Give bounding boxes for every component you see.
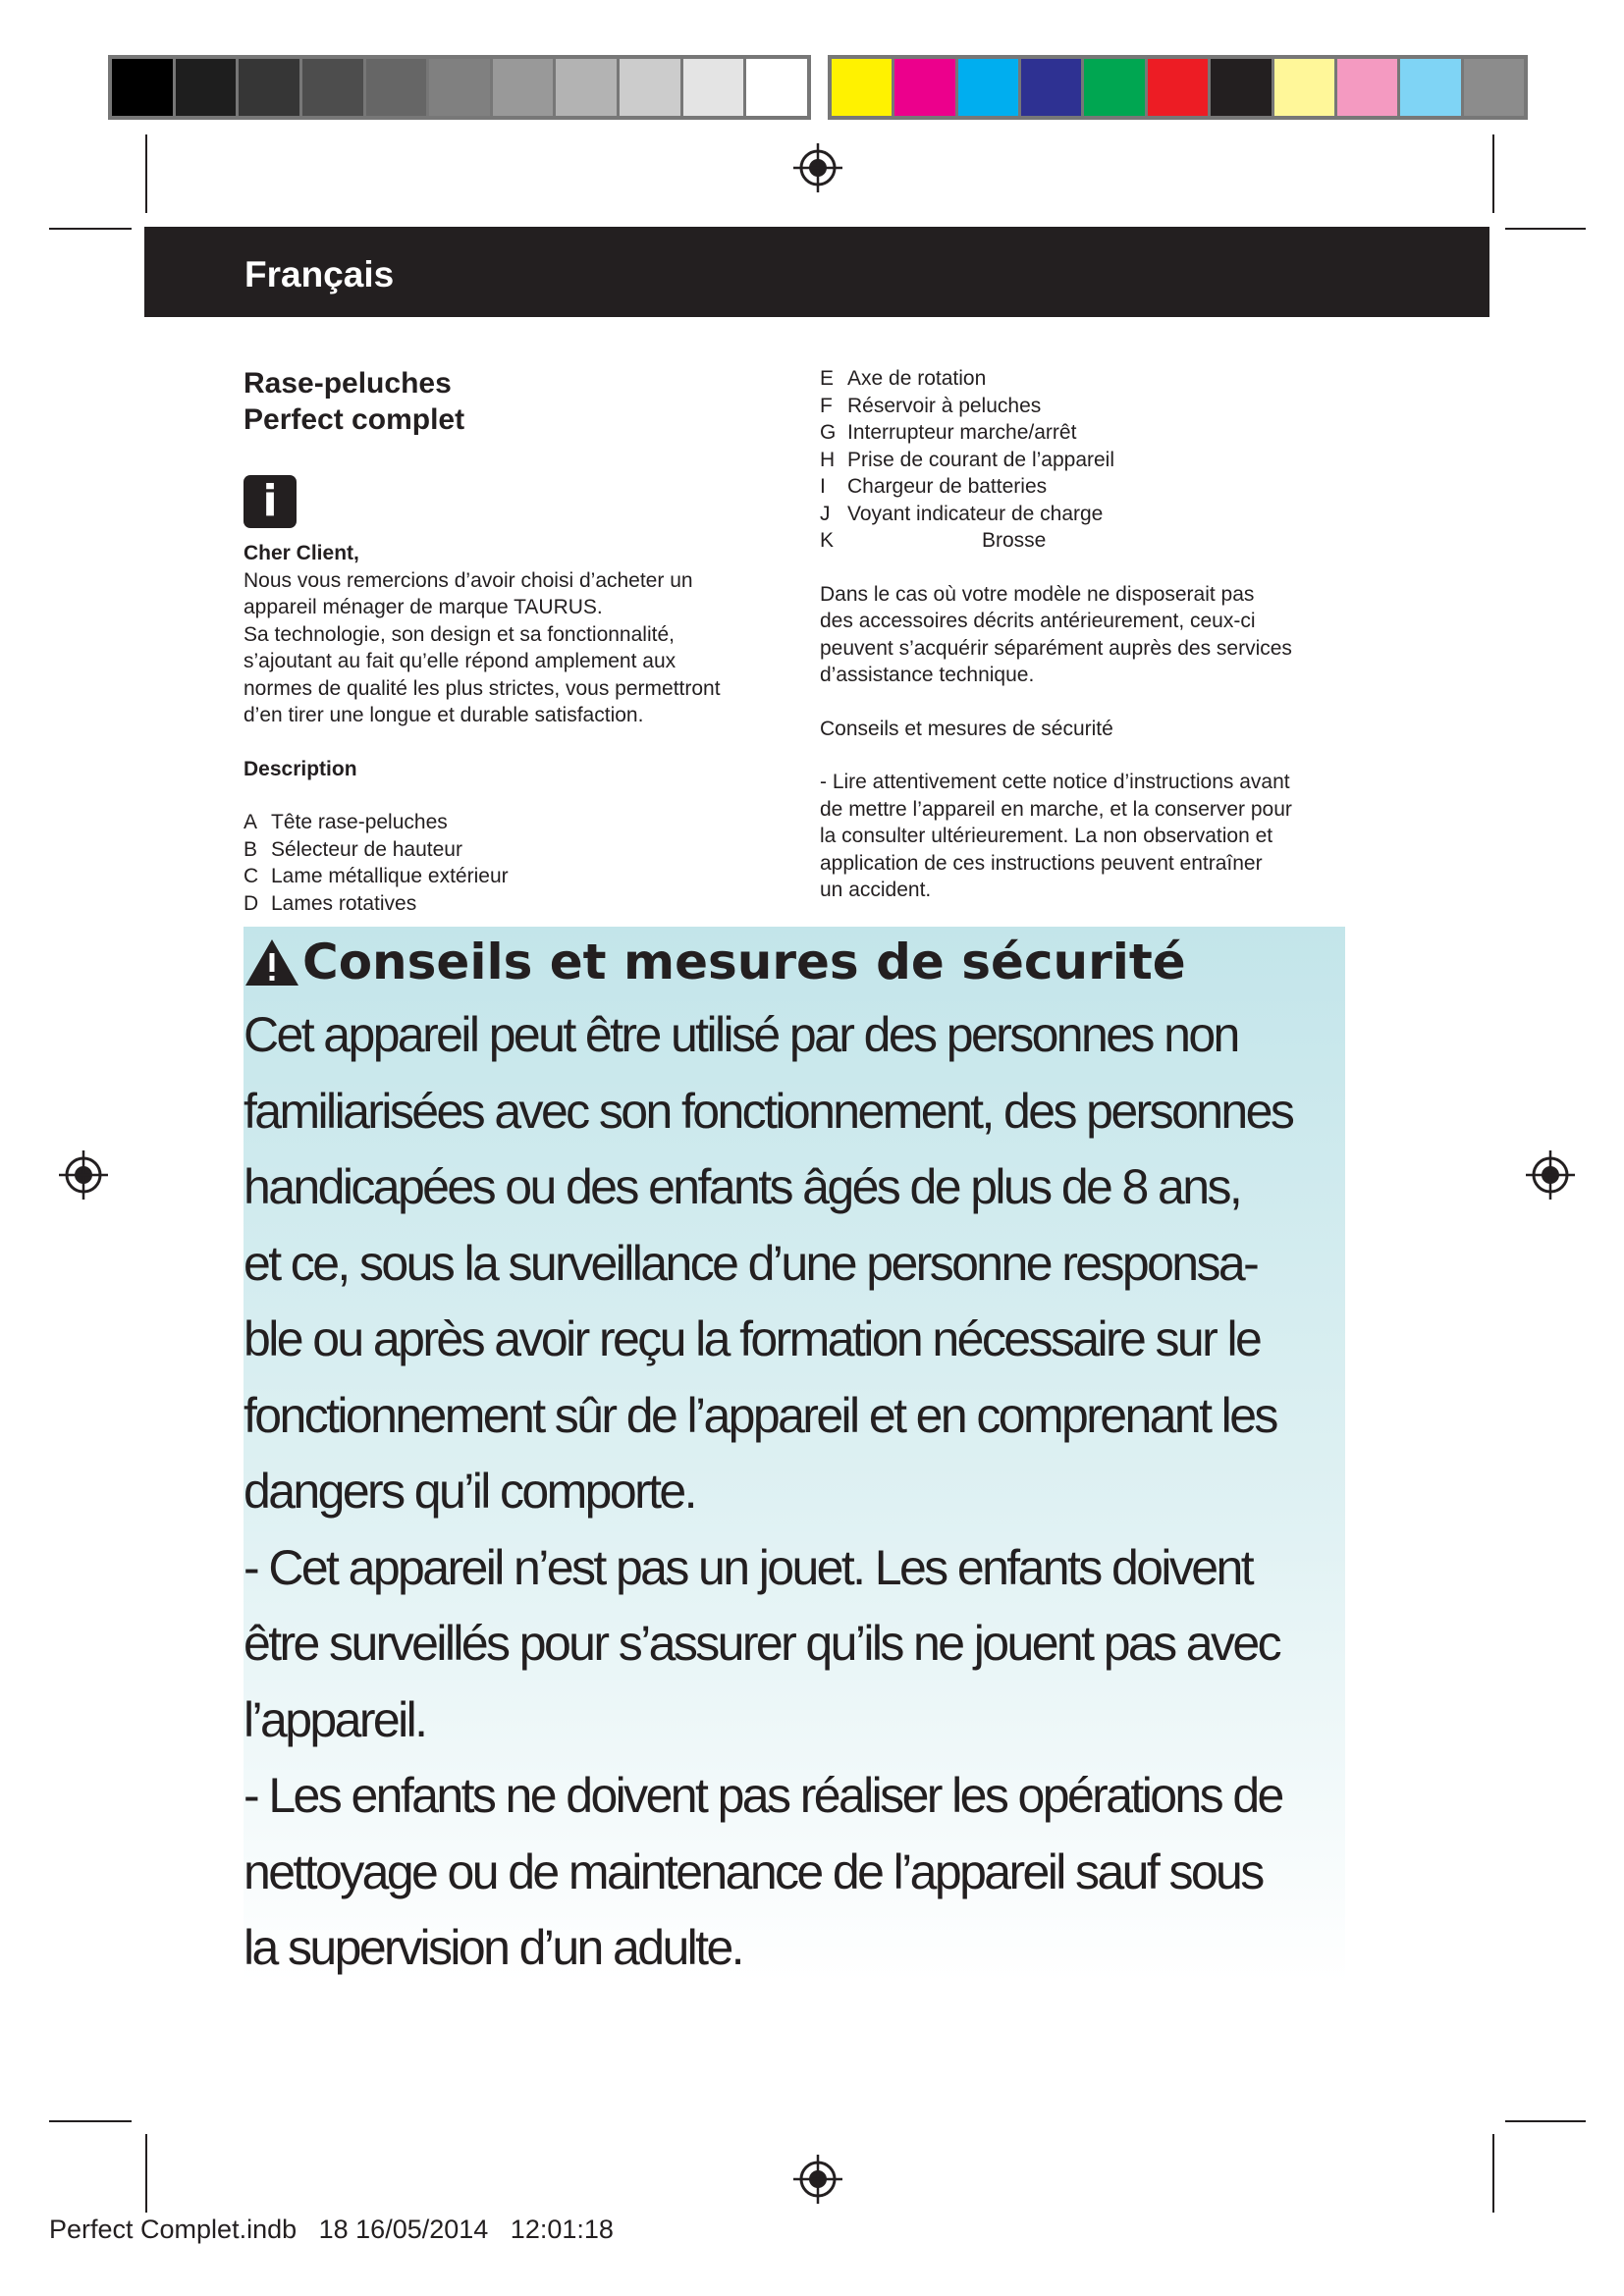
- grayscale-swatch: [746, 59, 807, 116]
- safety-box-line: handicapées ou des enfants âgés de plus de 8 ans,: [244, 1159, 1241, 1214]
- list-item: J Voyant indicateur de charge: [820, 502, 1104, 525]
- color-swatch: [1337, 59, 1400, 116]
- color-swatch: [1211, 59, 1273, 116]
- grayscale-swatch: [176, 59, 240, 116]
- safety-box-line: dangers qu’il comporte.: [244, 1464, 695, 1519]
- list-item: B Sélecteur de hauteur: [244, 837, 462, 861]
- accessories-line: Dans le cas où votre modèle ne disposerait pas: [820, 582, 1255, 606]
- safety-line: - Lire attentivement cette notice d’instructions avant: [820, 771, 1290, 793]
- intro-line: normes de qualité les plus strictes, vous permettront: [244, 676, 721, 700]
- color-swatch: [1084, 59, 1147, 116]
- right-column: [820, 365, 1350, 904]
- crop-mark: [1505, 2120, 1586, 2122]
- safety-box-line: la supervision d’un adulte.: [244, 1920, 742, 1975]
- list-item: F Réservoir à peluches: [820, 394, 1042, 417]
- warning-triangle-icon: [244, 936, 300, 988]
- list-item: G Interrupteur marche/arrêt: [820, 421, 1077, 444]
- accessories-line: d’assistance technique.: [820, 664, 1035, 686]
- safety-box-line: nettoyage ou de maintenance de l’appareil sauf sous: [244, 1843, 1263, 1899]
- color-swatch: [894, 59, 957, 116]
- safety-box-line: - Les enfants ne doivent pas réaliser les opérations de: [244, 1768, 1282, 1823]
- safety-line: la consulter ultérieurement. La non observation et: [820, 825, 1273, 847]
- safety-line: de mettre l’appareil en marche, et la conserver pour: [820, 797, 1292, 821]
- grayscale-swatch: [429, 59, 493, 116]
- list-item: K Brosse: [820, 529, 1047, 552]
- intro-line: appareil ménager de marque TAURUS.: [244, 596, 603, 618]
- safety-warning-box: [244, 927, 1345, 1983]
- accessories-line: des accessoires décrits antérieurement, ceux-ci: [820, 610, 1256, 632]
- description-heading: Description: [244, 757, 357, 780]
- crop-mark: [1505, 228, 1586, 230]
- list-item: A Tête rase-peluches: [244, 811, 448, 833]
- intro-line: s’ajoutant au fait qu’elle répond amplement aux: [244, 650, 677, 672]
- intro-line: Nous vous remercions d’avoir choisi d’acheter un: [244, 568, 693, 592]
- list-item: E Axe de rotation: [820, 367, 987, 390]
- left-column: [244, 365, 774, 917]
- grayscale-swatch: [556, 59, 620, 116]
- safety-box-line: fonctionnement sûr de l’appareil et en comprenant les: [244, 1387, 1276, 1443]
- crop-mark: [145, 134, 147, 213]
- grayscale-swatch: [493, 59, 557, 116]
- crop-mark: [1492, 134, 1494, 213]
- safety-box-heading: Conseils et mesures de sécurité: [244, 927, 1186, 997]
- color-swatch: [1274, 59, 1337, 116]
- grayscale-swatch: [620, 59, 683, 116]
- safety-box-body: [244, 997, 1345, 1987]
- greeting: Cher Client,: [244, 542, 359, 564]
- product-title-line2: Perfect complet: [244, 403, 465, 436]
- grayscale-swatch: [239, 59, 302, 116]
- safety-box-line: et ce, sous la surveillance d’une personne responsa-: [244, 1235, 1258, 1291]
- list-item: H Prise de courant de l’appareil: [820, 448, 1114, 471]
- list-item: D Lames rotatives: [244, 891, 417, 915]
- crop-mark: [49, 228, 132, 230]
- grayscale-swatch: [683, 59, 747, 116]
- language-title: Français: [244, 254, 395, 294]
- crop-mark: [49, 2120, 132, 2122]
- color-swatch: [832, 59, 894, 116]
- safety-box-line: ble ou après avoir reçu la formation nécessaire sur le: [244, 1311, 1261, 1366]
- language-header: [144, 227, 1489, 317]
- registration-mark-icon: [57, 1148, 110, 1201]
- safety-line: un accident.: [820, 879, 932, 901]
- color-swatch: [1148, 59, 1211, 116]
- accessories-line: peuvent s’acquérir séparément auprès des services: [820, 636, 1292, 660]
- crop-mark: [1492, 2134, 1494, 2213]
- print-slug: Perfect Complet.indb 18 16/05/2014 12:01:18: [49, 2215, 614, 2244]
- intro-line: Sa technologie, son design et sa fonctionnalité,: [244, 622, 675, 646]
- grayscale-swatch: [112, 59, 176, 116]
- crop-mark: [145, 2134, 147, 2213]
- color-calibration-bar: [828, 55, 1528, 120]
- color-swatch: [1464, 59, 1524, 116]
- registration-mark-icon: [791, 141, 844, 194]
- product-title-line1: Rase-peluches: [244, 367, 452, 400]
- safety-subheading: Conseils et mesures de sécurité: [820, 717, 1113, 740]
- grayscale-swatch: [366, 59, 430, 116]
- list-item: I Chargeur de batteries: [820, 475, 1048, 498]
- registration-mark-icon: [791, 2153, 844, 2206]
- safety-line: application de ces instructions peuvent entraîner: [820, 851, 1263, 875]
- color-swatch: [1021, 59, 1084, 116]
- info-icon: i: [244, 475, 297, 528]
- safety-box-line: Cet appareil peut être utilisé par des personnes non: [244, 1007, 1238, 1062]
- safety-box-line: l’appareil.: [244, 1691, 426, 1747]
- safety-box-line: familiarisées avec son fonctionnement, des personnes: [244, 1083, 1293, 1139]
- safety-box-line: - Cet appareil n’est pas un jouet. Les enfants doivent: [244, 1539, 1253, 1595]
- registration-mark-icon: [1524, 1148, 1577, 1201]
- list-item: C Lame métallique extérieur: [244, 865, 509, 887]
- grayscale-calibration-bar: [108, 55, 811, 120]
- intro-line: d’en tirer une longue et durable satisfaction.: [244, 704, 644, 726]
- color-swatch: [958, 59, 1021, 116]
- color-swatch: [1400, 59, 1463, 116]
- safety-box-line: être surveillés pour s’assurer qu’ils ne jouent pas avec: [244, 1616, 1280, 1671]
- grayscale-swatch: [302, 59, 366, 116]
